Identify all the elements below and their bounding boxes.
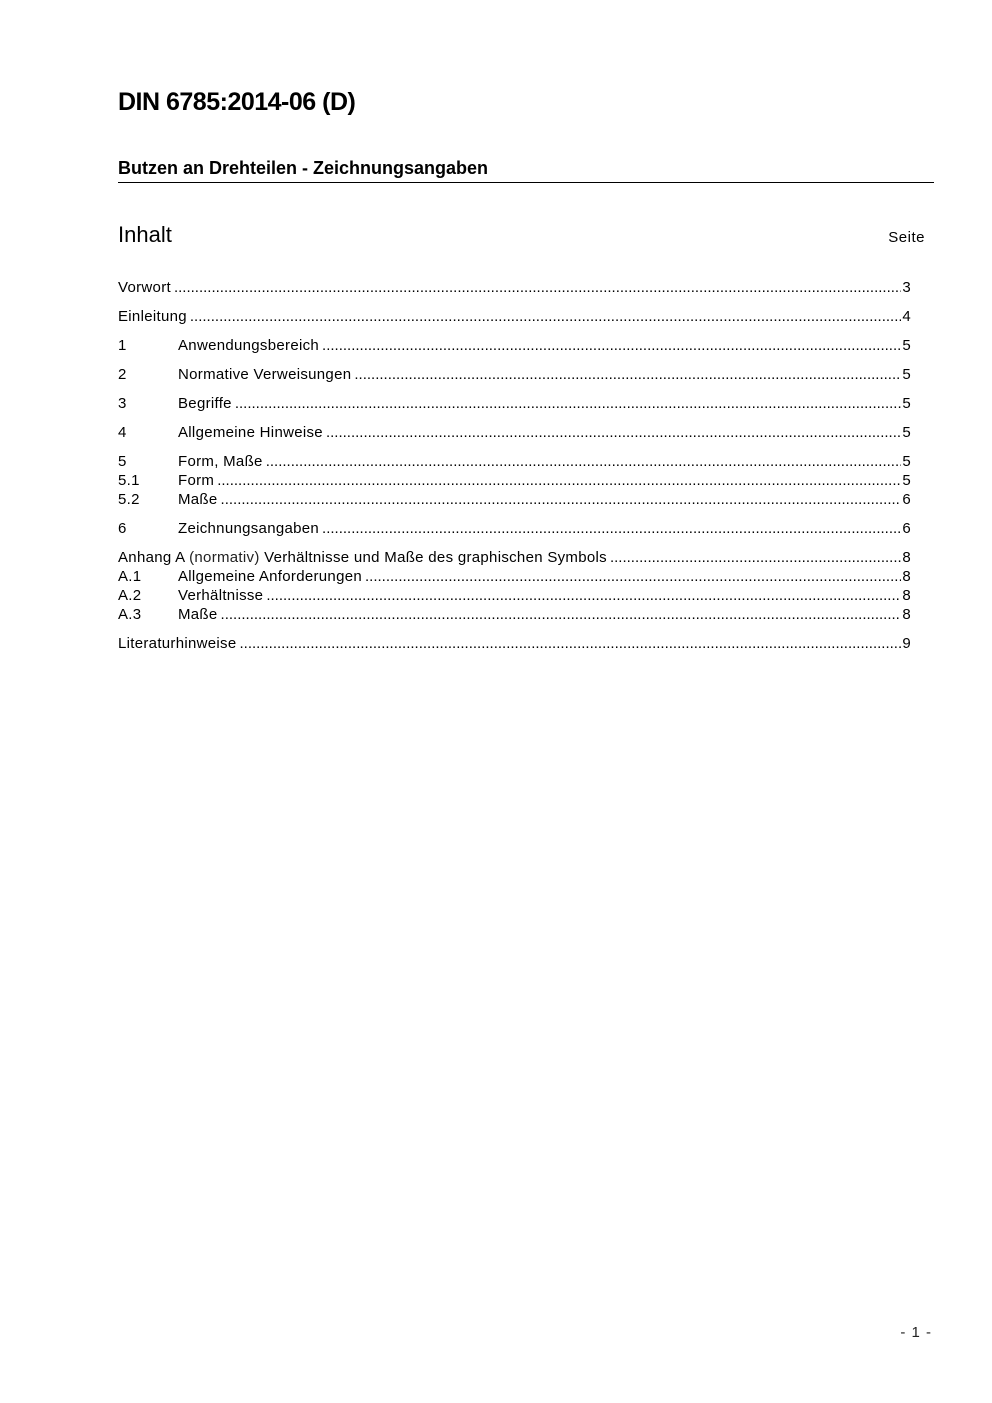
toc-entry-label: Allgemeine Anforderungen: [178, 568, 362, 585]
toc-entry-page: 6: [902, 491, 911, 508]
toc-leader-dots: [221, 490, 902, 509]
toc-entry-number: 2: [118, 366, 127, 383]
toc-entry-page: 8: [902, 606, 911, 623]
toc-leader-dots: [221, 605, 902, 624]
toc-entry-number: 1: [118, 337, 127, 354]
toc-entry-number: A.3: [118, 606, 142, 623]
toc-entry-label: Anwendungsbereich: [178, 337, 320, 354]
toc-leader-dots: [610, 548, 901, 567]
toc-entry-label: Normative Verweisungen: [178, 366, 352, 383]
toc-leader-dots: [190, 307, 901, 326]
page-number: - 1 -: [900, 1324, 932, 1341]
toc-entry-page: 5: [902, 395, 911, 412]
toc-entry-page: 8: [902, 549, 911, 566]
toc-entry-label: Maße: [178, 491, 218, 508]
toc-entry-page: 5: [902, 366, 911, 383]
toc-entry-page: 6: [902, 520, 911, 537]
toc-entry-einleitung[interactable]: [118, 307, 911, 326]
toc-entry-label: Begriffe: [178, 395, 232, 412]
toc-leader-dots: [217, 471, 901, 490]
toc-entry-anhang-a[interactable]: [118, 548, 911, 567]
document-subtitle: Butzen an Drehteilen - Zeichnungsangaben: [118, 158, 934, 183]
toc-entry-number: 3: [118, 395, 127, 412]
toc-entry-label: Allgemeine Hinweise: [178, 424, 323, 441]
toc-entry-number: 5: [118, 453, 127, 470]
toc-entry-1[interactable]: [118, 336, 911, 355]
toc-entry-5-2[interactable]: [118, 490, 911, 509]
toc-entry-number: A.1: [118, 568, 142, 585]
toc-entry-number: 4: [118, 424, 127, 441]
toc-entry-label: Verhältnisse: [178, 587, 264, 604]
toc-entry-number: A.2: [118, 587, 142, 604]
toc-entry-a-1[interactable]: [118, 567, 911, 586]
toc-entry-page: 4: [902, 308, 911, 325]
toc-page-column-label: Seite: [888, 229, 925, 246]
toc-entry-page: 8: [902, 587, 911, 604]
toc-leader-dots: [174, 278, 901, 297]
toc-entry-label: Vorwort: [118, 279, 171, 296]
toc-leader-dots: [266, 452, 902, 471]
toc-entry-page: 9: [902, 635, 911, 652]
toc-entry-number: 6: [118, 520, 127, 537]
toc-entry-2[interactable]: [118, 365, 911, 384]
toc-entry-page: 5: [902, 472, 911, 489]
toc-entry-page: 3: [902, 279, 911, 296]
toc-entry-page: 5: [902, 424, 911, 441]
toc-entry-literaturhinweise[interactable]: [118, 634, 911, 653]
toc-entry-label: [118, 548, 607, 567]
toc-entry-a-3[interactable]: [118, 605, 911, 624]
toc-entry-page: 5: [902, 337, 911, 354]
toc-leader-dots: [326, 423, 901, 442]
document-title: DIN 6785:2014-06 (D): [118, 88, 356, 116]
toc-entry-label: Maße: [178, 606, 218, 623]
toc-entry-page: 8: [902, 568, 911, 585]
toc-leader-dots: [365, 567, 901, 586]
toc-leader-dots: [322, 336, 901, 355]
toc-entry-label: Zeichnungsangaben: [178, 520, 320, 537]
toc-entry-number: 5.1: [118, 472, 140, 489]
toc-entry-5[interactable]: [118, 452, 911, 471]
toc-entry-page: 5: [902, 453, 911, 470]
annex-prefix: Anhang A: [118, 549, 185, 566]
toc-entry-3[interactable]: [118, 394, 911, 413]
toc-entry-label: Einleitung: [118, 308, 187, 325]
toc-heading: Inhalt: [118, 222, 172, 247]
toc-leader-dots: [240, 634, 902, 653]
toc-leader-dots: [266, 586, 901, 605]
toc-entry-number: 5.2: [118, 491, 140, 508]
toc-entry-6[interactable]: [118, 519, 911, 538]
toc-entry-label: Literaturhinweise: [118, 635, 237, 652]
toc-entry-4[interactable]: [118, 423, 911, 442]
toc-entry-a-2[interactable]: [118, 586, 911, 605]
toc-leader-dots: [354, 365, 901, 384]
toc-entry-label: Form, Maße: [178, 453, 263, 470]
table-of-contents: [118, 278, 911, 653]
annex-title: Verhältnisse und Maße des graphischen Symbols: [264, 549, 607, 566]
toc-leader-dots: [322, 519, 901, 538]
toc-entry-5-1[interactable]: [118, 471, 911, 490]
annex-normative-tag: (normativ): [189, 549, 260, 566]
toc-leader-dots: [235, 394, 902, 413]
toc-entry-vorwort[interactable]: [118, 278, 911, 297]
toc-entry-label: Form: [178, 472, 215, 489]
